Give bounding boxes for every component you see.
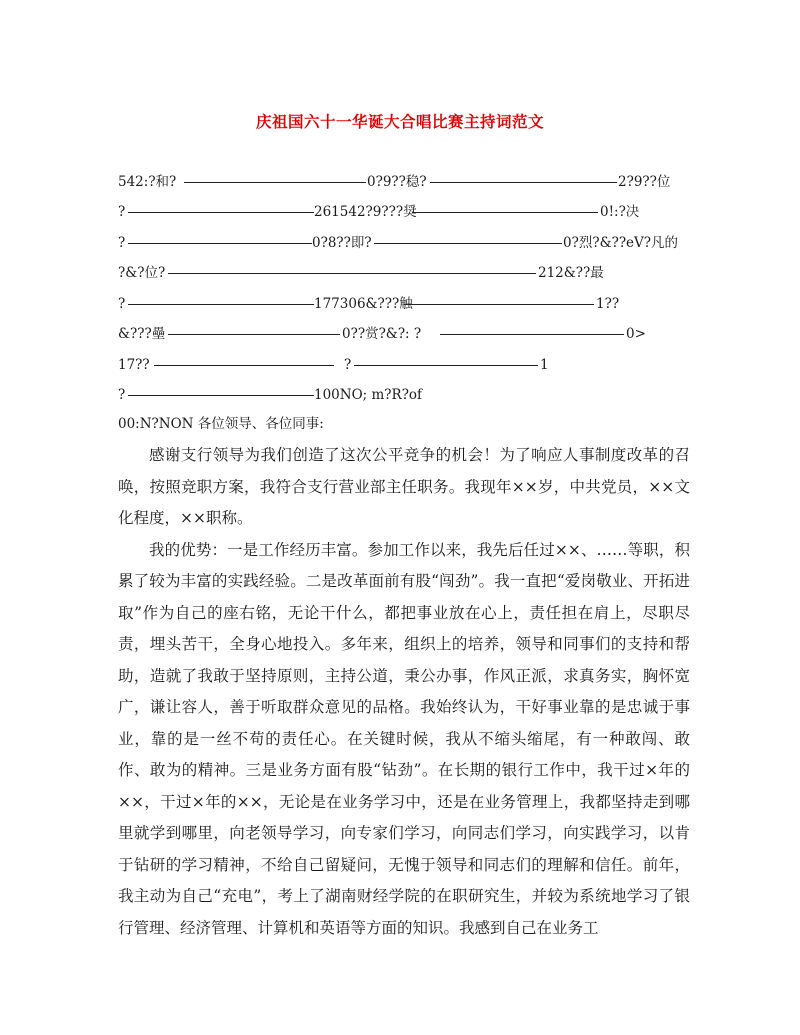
garbled-text: ? [118, 296, 126, 312]
leader-rule [128, 395, 314, 396]
garbled-text: 0> [626, 326, 646, 342]
leader-rule [354, 365, 538, 366]
garbled-line-4 [118, 263, 690, 283]
salutation: 00:N?NON 各位领导、各位同事: [118, 416, 324, 432]
leader-rule [430, 182, 617, 183]
leader-rule [128, 243, 312, 244]
garbled-text: ? [118, 387, 126, 403]
garbled-text: ? [118, 204, 126, 220]
garbled-line-5 [118, 294, 690, 314]
garbled-text: 1?? [596, 296, 620, 312]
garbled-text: 100NO; m?R?of [314, 387, 423, 403]
leader-rule [440, 334, 624, 335]
garbled-line-1 [118, 172, 690, 192]
garbled-text: 177306&???触 [314, 296, 413, 312]
garbled-text: ? [344, 357, 352, 373]
document-title: 庆祖国六十一华诞大合唱比赛主持词范文 [255, 112, 544, 131]
garbled-text: 0??赏?&?: ? [342, 326, 422, 342]
leader-rule [128, 304, 314, 305]
garbled-line-7 [118, 355, 690, 375]
garbled-text: 0?8??即? [312, 235, 372, 251]
leader-rule [184, 182, 366, 183]
garbled-text: 261542?9???奨 [314, 204, 417, 220]
leader-rule [154, 365, 334, 366]
leader-rule [128, 212, 314, 213]
garbled-text: 1 [540, 357, 549, 373]
garbled-text: 17?? [118, 357, 150, 373]
garbled-text: 2?9??位 [618, 174, 671, 190]
paragraph: 我的优势：一是工作经历丰富。参加工作以来，我先后任过××、……等职，积累了较为丰富的实践经验。二是改革面前有股“闯劲”。我一直把“爱岗敬业、开拓进取”作为自己的座右铭，无论干什么，都把事业放在心上，责任担在肩上，尽职尽责，埋头苦干，全身心地投入。多年来，组织上的培养，领导和同事们的支持和帮助，造就了我敢于坚持原则，主持公道，秉公办事，作风正派，求真务实，胸怀宽广，谦让容人，善于听取群众意见的品格。我始终认为，干好事业靠的是忠诚于事业，靠的是一丝不苟的责任心。在关键时候，我从不缩头缩尾，有一种敢闯、敢作、敢为的精神。三是业务方面有股“钻劲”。在长期的银行工作中，我干过×年的××，干过×年的××，无论是在业务学习中，还是在业务管理上，我都坚持走到哪里就学到哪里，向老领导学习，向专家们学习，向同志们学习，向实践学习，以肯于钻研的学习精神，不给自己留疑问，无愧于领导和同志们的理解和信任。前年，我主动为自己“充电”，考上了湖南财经学院的在职研究生，并较为系统地学习了银行管理、经济管理、计算机和英语等方面的知识。我感到自己在业务工 [118, 540, 690, 937]
paragraph: 感谢支行领导为我们创造了这次公平竞争的机会！为了响应人事制度改革的召唤，按照竞职方案，我符合支行营业部主任职务。我现年××岁，中共党员，××文化程度，××职称。 [118, 446, 690, 527]
garbled-text: 212&??最 [538, 265, 604, 281]
garbled-text: 0?9??稳? [367, 174, 427, 190]
leader-rule [404, 304, 594, 305]
garbled-line-2 [118, 202, 690, 222]
garbled-line-3 [118, 233, 690, 253]
garbled-text: ?&?位? [118, 265, 166, 281]
garbled-text: &???壘 [118, 326, 166, 342]
leader-rule [374, 243, 562, 244]
garbled-line-8 [118, 385, 690, 405]
body-text [118, 440, 690, 944]
garbled-text: 0!:?决 [600, 204, 640, 220]
leader-rule [168, 273, 536, 274]
garbled-line-6 [118, 324, 690, 344]
leader-rule [412, 212, 598, 213]
garbled-text: 0?烈?&??eV?凡的 [563, 235, 679, 251]
garbled-text: ? [118, 235, 126, 251]
leader-rule [168, 334, 340, 335]
garbled-text: 542:?和? [118, 174, 177, 190]
